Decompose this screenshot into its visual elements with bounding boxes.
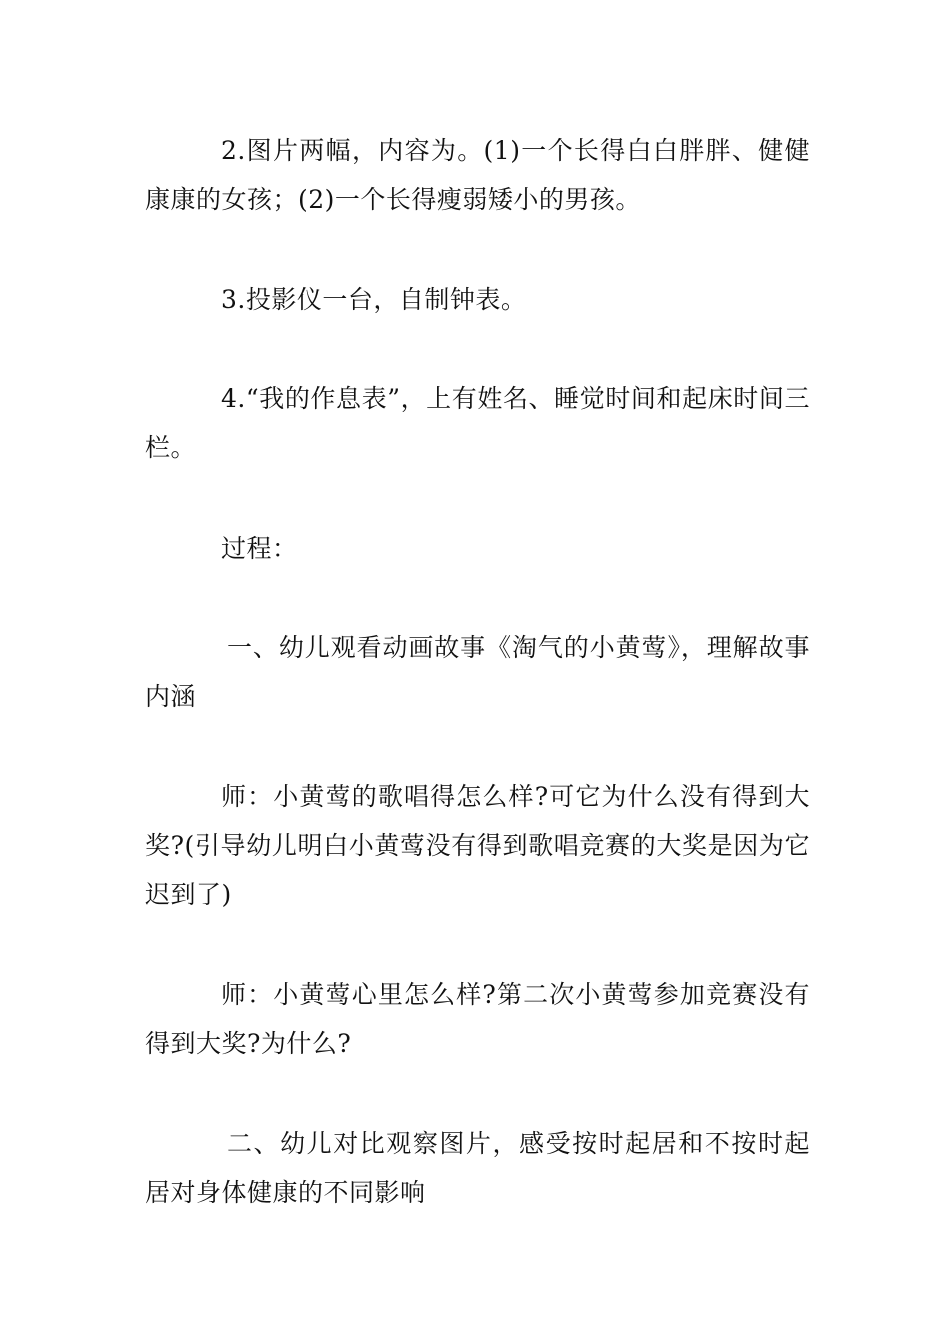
step-heading-one: 一、幼儿观看动画故事《淘气的小黄莺》，理解故事内涵 (145, 633, 810, 711)
teacher-question-two: 师：小黄莺心里怎么样?第二次小黄莺参加竞赛没有得到大奖?为什么? (145, 980, 810, 1058)
paragraph-materials-projector: 3.投影仪一台，自制钟表。 (221, 285, 527, 314)
paragraph-materials-pictures: 2.图片两幅，内容为。(1)一个长得白白胖胖、健健康康的女孩；(2)一个长得瘦弱矮小的男孩。 (145, 136, 810, 214)
section-heading-process: 过程： (221, 534, 298, 563)
teacher-question-one: 师：小黄莺的歌唱得怎么样?可它为什么没有得到大奖?(引导幼儿明白小黄莺没有得到歌唱竞赛的大奖是因为它迟到了) (145, 782, 810, 909)
step-heading-two: 二、幼儿对比观察图片，感受按时起居和不按时起居对身体健康的不同影响 (145, 1129, 810, 1207)
paragraph-materials-schedule: 4.“我的作息表”，上有姓名、睡觉时间和起床时间三栏。 (145, 384, 810, 462)
